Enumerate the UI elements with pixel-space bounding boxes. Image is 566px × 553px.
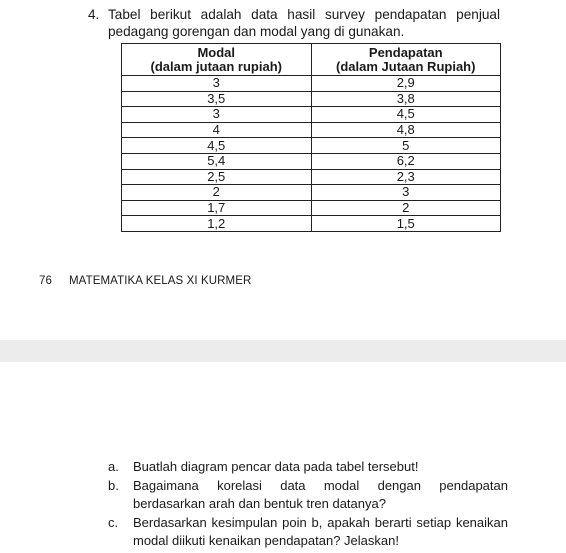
- table-row: [122, 216, 501, 232]
- cell-modal: 2: [122, 185, 312, 201]
- header-pendapatan-title: Pendapatan: [368, 44, 443, 60]
- table-header-row: [122, 44, 501, 76]
- header-pendapatan-unit: (dalam Jutaan Rupiah): [336, 58, 476, 74]
- page-bottom: [0, 362, 566, 553]
- subquestion-b: [108, 477, 508, 514]
- table-row: [122, 76, 501, 92]
- table-row: [122, 107, 501, 123]
- page-number: 76: [39, 275, 52, 287]
- cell-pendapatan: 5: [311, 138, 501, 154]
- table-row: [122, 200, 501, 216]
- header-modal: [122, 44, 312, 76]
- subquestion-list: [108, 458, 508, 551]
- table-row: [122, 185, 501, 201]
- subquestion-label: a.: [108, 459, 119, 474]
- data-table: [121, 43, 501, 232]
- cell-modal: 2,5: [122, 169, 312, 185]
- table-row: [122, 91, 501, 107]
- cell-pendapatan: 4,5: [311, 107, 501, 123]
- subquestion-a: [108, 458, 508, 477]
- subquestion-text: Bagaimana korelasi data modal dengan pendapatan berdasarkan arah dan bentuk tren datanya?: [133, 477, 508, 511]
- page-gap: [0, 340, 566, 362]
- subquestion-text: Buatlah diagram pencar data pada tabel tersebut!: [133, 459, 419, 474]
- cell-modal: 1,7: [122, 200, 312, 216]
- cell-pendapatan: 6,2: [311, 153, 501, 169]
- cell-pendapatan: 1,5: [311, 216, 501, 232]
- subquestion-label: b.: [108, 477, 119, 493]
- cell-modal: 3: [122, 76, 312, 92]
- cell-modal: 3,5: [122, 91, 312, 107]
- table-row: [122, 138, 501, 154]
- question-text: Tabel berikut adalah data hasil survey pendapatan penjual pedagang gorengan dan modal yang di gunakan.: [108, 7, 500, 39]
- cell-pendapatan: 2,3: [311, 169, 501, 185]
- table-row: [122, 169, 501, 185]
- cell-pendapatan: 4,8: [311, 122, 501, 138]
- subquestion-label: c.: [108, 514, 119, 530]
- cell-pendapatan: 2: [311, 200, 501, 216]
- header-modal-unit: (dalam jutaan rupiah): [150, 58, 282, 74]
- cell-modal: 1,2: [122, 216, 312, 232]
- cell-modal: 4,5: [122, 138, 312, 154]
- page-footer: [39, 275, 251, 287]
- table-row: [122, 122, 501, 138]
- header-modal-title: Modal: [197, 44, 236, 60]
- table-row: [122, 153, 501, 169]
- question-number: 4.: [88, 7, 100, 22]
- cell-modal: 5,4: [122, 153, 312, 169]
- cell-modal: 3: [122, 107, 312, 123]
- cell-pendapatan: 2,9: [311, 76, 501, 92]
- subquestion-text: Berdasarkan kesimpulan poin b, apakah berarti setiap kenaikan modal diikuti kenaikan pendapatan? Jelaskan!: [133, 514, 508, 548]
- cell-pendapatan: 3,8: [311, 91, 501, 107]
- cell-modal: 4: [122, 122, 312, 138]
- book-title: MATEMATIKA KELAS XI KURMER: [69, 275, 252, 287]
- header-pendapatan: [311, 44, 501, 76]
- cell-pendapatan: 3: [311, 185, 501, 201]
- subquestion-c: [108, 514, 508, 551]
